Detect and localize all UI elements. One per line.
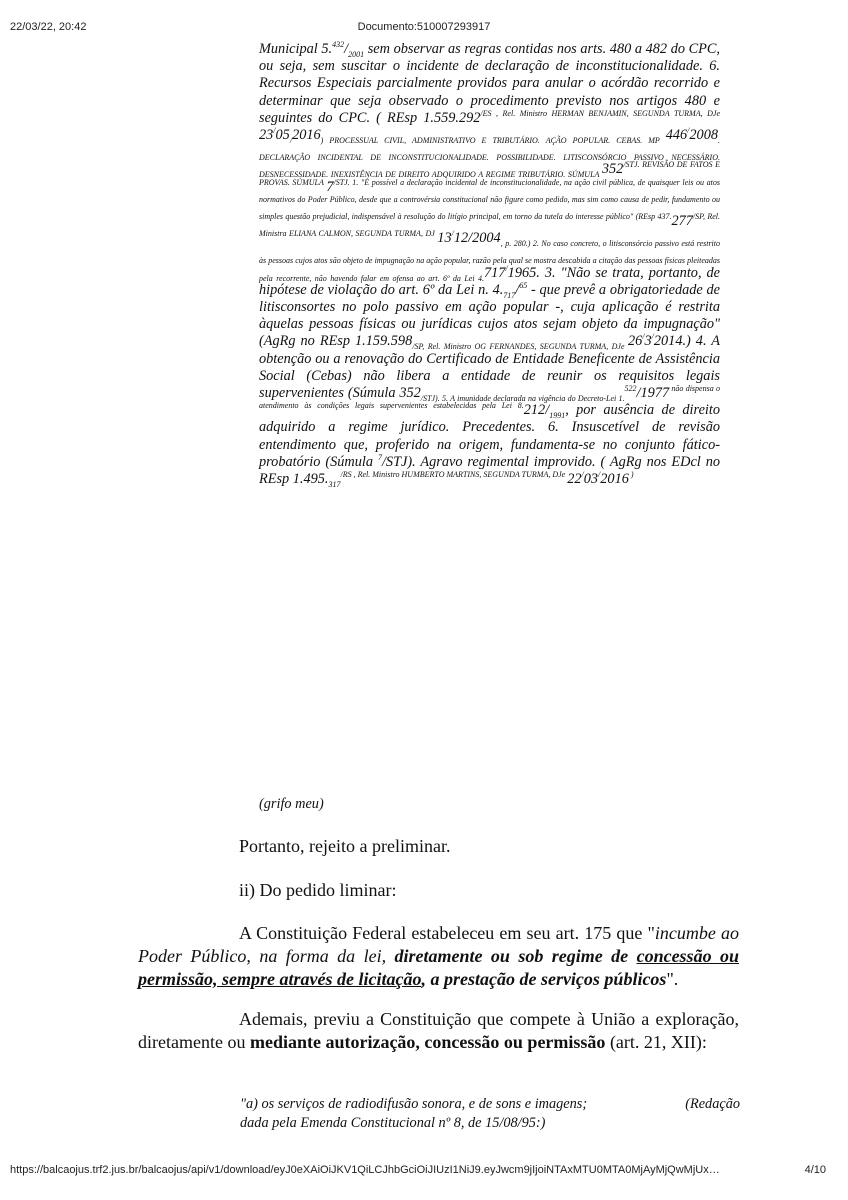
- quote-segment: 1965: [507, 264, 537, 281]
- quote-segment: 05: [275, 127, 290, 144]
- quote-segment: /STJ). Agravo regimental improvido. ( AgRg nos EDcl no REsp 1.495.: [259, 453, 721, 488]
- quote-segment: /SP, Rel. Ministro OG FERNANDES, SEGUNDA TURMA, DJe: [412, 342, 628, 352]
- quote-segment: /: [642, 332, 645, 342]
- quote-segment: /: [468, 230, 473, 247]
- p4-text-a: Ademais, previu a Constituição que compete à União a exploração, diretamente ou: [138, 1009, 739, 1052]
- quote-segment: 292: [458, 109, 481, 126]
- quote-segment: . DECLARAÇÃO INCIDENTAL DE INCONSTITUCIONALIDADE. POSSIBILIDADE. LITISCONSÓRCIO PASSIVO NECESSÁRIO. DESNECESSIDADE. INEXISTÊNCIA DE DIREITO ADQUIRIDO A REGIME TRIBUTÁRIO. SÚMULA: [259, 135, 720, 180]
- p3-italic-b: incumbe ao Poder Público, na forma da lei,: [138, 923, 739, 966]
- quote-segment: /: [289, 135, 293, 145]
- quote-segment: /: [505, 263, 508, 273]
- quote-segment: 317: [328, 479, 341, 489]
- quote-segment: /STJ. REVISÃO DE FATOS E PROVAS. SÚMULA: [259, 160, 720, 187]
- quote-segment: 2001: [348, 49, 365, 59]
- quote-segment: 277: [671, 213, 693, 230]
- quote-segment: não dispensa o atendimento às condições legais supervenientes estabelecidas pela Lei 8.: [259, 384, 720, 411]
- quote-segment: , p. 280.) 2. No caso concreto, o litisconsórcio passivo está restrito às pessoas cujos atos são objeto de impugnação na ação popular, razão pela qual se mostra descabida a citação das pessoas físicas pleiteadas pela recorrente, não havendo falar em ofensa ao art. 6º da Lei 4.: [259, 239, 721, 283]
- quote-segment: /: [651, 332, 654, 342]
- quote-segment: 2016: [292, 127, 321, 144]
- quote-segment: /STJ. 1. "É possível a declaração incidental de inconstitucionalidade, na ação civil pública, de quaisquer leis ou atos normativos do Poder Público, desde que a controvérsia constitucional não figure como pedido, mas sim como causa de pedir, fundamento ou simples questão prejudicial, indispensável à resolução do litígio principal, em torno da tutela do interesse público" (REsp 437.: [259, 177, 720, 222]
- p3-bold-e: , a prestação de serviços públicos: [421, 969, 667, 989]
- p3-text-a: A Constituição Federal estabeleceu em seu art. 175 que ": [239, 923, 655, 943]
- quote-segment: /: [636, 385, 641, 402]
- quote-segment: 2016: [600, 471, 629, 488]
- quote-segment: 2008: [689, 127, 718, 144]
- quote-segment: . 3. "Não se trata, portanto, de hipótese de violação do art. 6º da Lei n. 4.: [259, 264, 721, 298]
- quote2-line1: "a) os serviços de radiodifusão sonora, e de sons e imagens;: [240, 1096, 588, 1112]
- quote-segment: 2014: [653, 333, 683, 350]
- quote-segment: 598: [390, 333, 413, 350]
- quote-segment: ) PROCESSUAL CIVIL, ADMINISTRATIVO E TRIBUTÁRIO. AÇÃO POPULAR. CEBAS. MP: [320, 135, 666, 145]
- document-id: Documento:510007293917: [357, 21, 491, 33]
- quote-segment: 65: [519, 281, 528, 291]
- quote-segment: 2004: [472, 230, 501, 247]
- quote2-line2: dada pela Emenda Constitucional nº 8, de 15/08/95:): [240, 1115, 546, 1131]
- quote-segment: sem observar as regras contidas nos arts. 480 a 482 do CPC, ou seja, sem suscitar o incidente de declaração de inconstitucionalidade. 6. Recursos Especiais parcialmente providos para anular o acórdão recorrido e determinar que seja observado o procedimento previsto nos artigos 480 e seguintes do CPC. ( REsp 1.559.: [259, 41, 720, 126]
- quote-segment: - que prevê a obrigatoriedade de litisconsortes no polo passivo em ação popular -, cuja aplicação é restrita àquelas pessoas físicas ou jurídicas cujos atos sejam objeto da impugnação" (AgRg no REsp 1.159.: [259, 281, 720, 350]
- quote-segment: 13: [437, 230, 452, 247]
- quote-segment: /ES , Rel. Ministro HERMAN BENJAMIN, SEGUNDA TURMA, DJe: [480, 109, 720, 119]
- quote-segment: 1977: [640, 385, 670, 402]
- quote-segment: /: [581, 470, 584, 480]
- quote-segment: Municipal 5.: [259, 41, 333, 57]
- paragraph-art-175: [138, 922, 739, 991]
- paragraph-reject-preliminary: Portanto, rejeito a preliminar.: [239, 836, 451, 856]
- quote-segment: /: [344, 41, 349, 57]
- quote-segment: /: [451, 229, 454, 239]
- quote-segment: 12: [453, 230, 469, 247]
- quote-segment: 717: [483, 264, 506, 281]
- quote-segment: 352: [399, 385, 421, 402]
- quote-segment: 26: [627, 333, 643, 350]
- quote-segment: /: [545, 402, 550, 419]
- quote-segment: 717: [503, 290, 516, 300]
- quote-segment: /: [687, 126, 690, 136]
- quote-segment: 22: [567, 471, 582, 488]
- p4-bold-b: mediante autorização, concessão ou permissão: [249, 1032, 606, 1052]
- p3-bold-c: diretamente ou sob regime de: [394, 946, 637, 966]
- download-url: https://balcaojus.trf2.jus.br/balcaojus/api/v1/download/eyJ0eXAiOiJKV1QiLCJhbGciOiJIUzI1NiJ9.eyJwcm9jIjoiNTAxMTU0MTA0MjAyMjQwMjUx…: [10, 1164, 720, 1176]
- quote-segment: 7: [377, 453, 382, 463]
- grifo-note: (grifo meu): [259, 796, 324, 812]
- quote-segment: ): [628, 470, 634, 480]
- print-datetime: 22/03/22, 20:42: [10, 21, 87, 33]
- quote-segment: /RS , Rel. Ministro HUMBERTO MARTINS, SEGUNDA TURMA, DJe: [340, 470, 568, 480]
- paragraph-art-21: [138, 1008, 739, 1054]
- quote-segment: /STJ). 5. A imunidade declarada na vigência do Decreto-Lei 1.: [420, 393, 625, 403]
- quote-segment: /: [515, 281, 520, 298]
- constitution-quote: [240, 1095, 740, 1133]
- quote-segment: 522: [624, 384, 637, 394]
- quote-segment: 03: [583, 471, 599, 488]
- p4-text-c: (art. 21, XII):: [605, 1032, 707, 1052]
- constitution-quote-line-1: [240, 1095, 740, 1114]
- page-number: 4/10: [804, 1164, 826, 1176]
- quote-segment: 3: [644, 333, 652, 350]
- quote-segment: /: [598, 470, 601, 480]
- quote-segment: 1991: [549, 411, 566, 421]
- jurisprudence-quote: [259, 41, 720, 488]
- quote-segment: /SP, Rel. Ministra ELIANA CALMON, SEGUNDA TURMA, DJ: [259, 212, 720, 239]
- quote-segment: , por ausência de direito adquirido a regime jurídico. Precedentes. 6. Insuscetível de revisão entendimento que, proferido na origem, fundamenta-se no conjunto fático-probatório (Súmula: [259, 402, 721, 470]
- p3-text-f: ".: [666, 969, 679, 989]
- quote2-line1-right: (Redação: [685, 1096, 740, 1112]
- quote-segment: 7: [326, 178, 334, 195]
- quote-segment: /: [273, 126, 276, 136]
- quote-segment: 212: [523, 402, 546, 419]
- quote-segment: 432: [332, 40, 345, 50]
- quote-segment: .) 4. A obtenção ou a renovação do Certificado de Entidade Beneficente de Assistência Social (Cebas) não libera a entidade de reunir os requisitos legais supervenientes (Súmula: [259, 333, 721, 402]
- quote-segment: 446: [665, 127, 688, 144]
- quote-segment: 352: [601, 161, 624, 178]
- p3-bold-underline-d: concessão ou permissão, sempre através de licitação: [138, 946, 739, 989]
- section-heading-liminar: ii) Do pedido liminar:: [239, 880, 397, 900]
- quote-segment: 23: [259, 127, 274, 144]
